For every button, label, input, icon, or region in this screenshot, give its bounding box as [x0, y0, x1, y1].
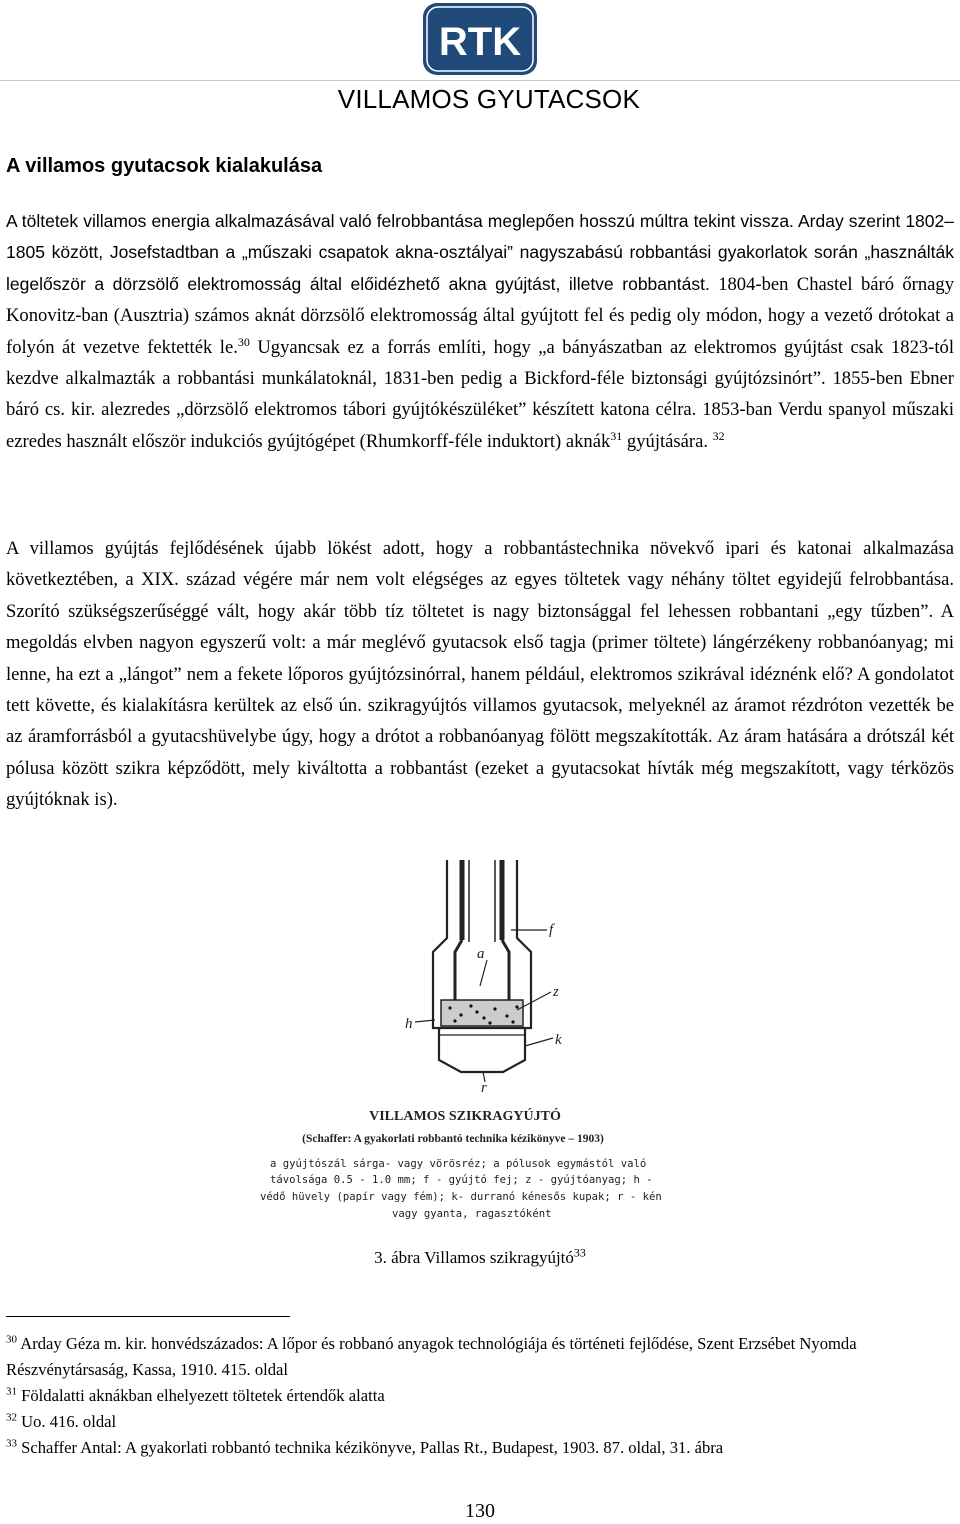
footnote-ref-31[interactable]: 31 — [610, 428, 623, 443]
footnote-ref-30[interactable]: 30 — [237, 334, 250, 349]
page-number: 130 — [465, 1500, 495, 1522]
paragraph-1-part-d: gyújtására. — [622, 430, 708, 452]
footnote-number: 32 — [6, 1411, 17, 1424]
footnote-text: Földalatti aknákban elhelyezett töltetek értendők alatta — [17, 1386, 385, 1405]
figure-source: (Schaffer: A gyakorlati robbantó technika kézikönyve – 1903) — [302, 1133, 604, 1145]
paragraph-2: A villamos gyújtás fejlődésének újabb lökést adott, hogy a robbantástechnika növekvő ipari és katonai alkalmazása következtében, a XIX. század végére már nem volt elégséges az egyes töltetek vagy néhány töltet egyidejű felrobbantása. Szorító szükségszerűséggé vált, hogy akár több tíz töltetet is nagy biztonsággal fel lehessen robbantani „egy tűzben”. A megoldás elvben nagyon egyszerű volt: a már meglévő gyutacsok első tagja (primer töltete) lángérzékeny robbanóanyag; mi lenne, ha ezt a „lángot” nem a fekete lőporos gyújtózsinórral, hanem például, elektromos szikrával idéznénk elő? A gondolatot tett követte, és kialakításra kerültek az első ún. szikragyújtós villamos gyutacsok, melyeknél az áramot rézdróton vezették be az áramforrásból a gyutacshüvelybe úgy, hogy a drótot a robbanóanyag fölött megszakították. Az áram hatására a drótszál két pólusa között szikra képződött, mely kiváltotta a robbantást (ezeket a gyutacsokat hívták még megszakított, vagy térközös gyújtóknak is). — [6, 538, 954, 811]
figure-spark-igniter — [255, 860, 715, 1230]
figure-heading: VILLAMOS SZIKRAGYÚJTÓ — [369, 1109, 561, 1124]
footnote-rule — [6, 1316, 290, 1317]
footnote-32 — [6, 1409, 956, 1435]
footnote-33 — [6, 1435, 956, 1461]
footnote-number: 31 — [6, 1385, 17, 1398]
header-rule — [0, 80, 960, 81]
footnote-ref-32[interactable]: 32 — [712, 428, 725, 443]
label-f: f — [549, 922, 554, 938]
label-z: z — [553, 984, 559, 1000]
footnote-text: Arday Géza m. kir. honvédszázados: A lőpor és robbanó anyagok technológiája és történeti fejlődése, Szent Erzsébet Nyomda Részvénytársaság, Kassa, 1910. 415. oldal — [6, 1334, 857, 1379]
label-k: k — [555, 1032, 562, 1048]
paragraph-1-part-c: Ugyancsak ez a forrás említi, hogy „a bányászatban az elektromos gyújtást csak 1823-tól kezdve alkalmazták a robbantási munkálatoknál, 1831-ben pedig a Bickford-féle biztonsági gyújtózsinórt”. 1855-ben Ebner báró cs. kir. alezredes „dörzsölő elektromos tábori gyújtókészüléket” készített katona célra. 1853-ban Verdu spanyol műszaki ezredes használt először indukciós gyújtógépet (Rhumkorff-féle induktort) aknák — [6, 336, 954, 452]
footnote-number: 33 — [6, 1437, 17, 1450]
figure-text-line-4: vagy gyanta, ragasztóként — [392, 1208, 552, 1220]
figure-caption-text: 3. ábra Villamos szikragyújtó — [374, 1248, 574, 1267]
section-title: A villamos gyutacsok kialakulása — [6, 155, 323, 177]
logo-text: RTK — [438, 20, 522, 64]
footnotes — [6, 1331, 956, 1461]
footnote-30 — [6, 1331, 956, 1383]
label-h: h — [405, 1016, 413, 1032]
label-a: a — [477, 946, 485, 962]
rtk-logo — [422, 2, 538, 76]
figure-text-line-3: védő hüvely (papír vagy fém); k- durranó kénesős kupak; r - kén — [260, 1191, 662, 1203]
paragraph-1 — [6, 206, 954, 457]
figure-text-line-2: távolsága 0.5 - 1.0 mm; f - gyújtó fej; z - gyújtóanyag; h - — [270, 1174, 653, 1186]
label-r: r — [481, 1080, 487, 1096]
footnote-31 — [6, 1383, 956, 1409]
footnote-text: Schaffer Antal: A gyakorlati robbantó technika kézikönyve, Pallas Rt., Budapest, 1903. 87. oldal, 31. ábra — [17, 1438, 724, 1457]
footnote-number: 30 — [6, 1333, 17, 1346]
igniter-drawing — [433, 860, 531, 1072]
running-title: VILLAMOS GYUTACSOK — [337, 84, 640, 114]
footnote-text: Uo. 416. oldal — [17, 1412, 117, 1431]
footnote-ref-33[interactable]: 33 — [573, 1245, 586, 1260]
figure-text-line-1: a gyújtószál sárga- vagy vörösréz; a pólusok egymástól való — [270, 1158, 647, 1170]
paragraph-1-opening: A töltetek villamos energia alkalmazásával való felrobbantása meglepően hosszú múltra tekint vissza. Arday szerint 1802–1805 között, Josefstadtban a „műszaki csapatok akna-osztályai” nagyszabású robbantási gyakorlatok során „használták legelőször a dörzsölő elektromosság által előidézhető akna gyújtást, illetve robbantást. — [6, 211, 954, 294]
figure-caption — [0, 1245, 960, 1268]
paragraph-1-part-b: 1804-ben Chastel báró őrnagy Konovitz-ban (Ausztria) számos aknát dörzsölő elektromosság által gyújtott fel és pedig oly módon, hogy a vezető drótokat a folyón át vezetve fektették le. — [6, 273, 955, 358]
